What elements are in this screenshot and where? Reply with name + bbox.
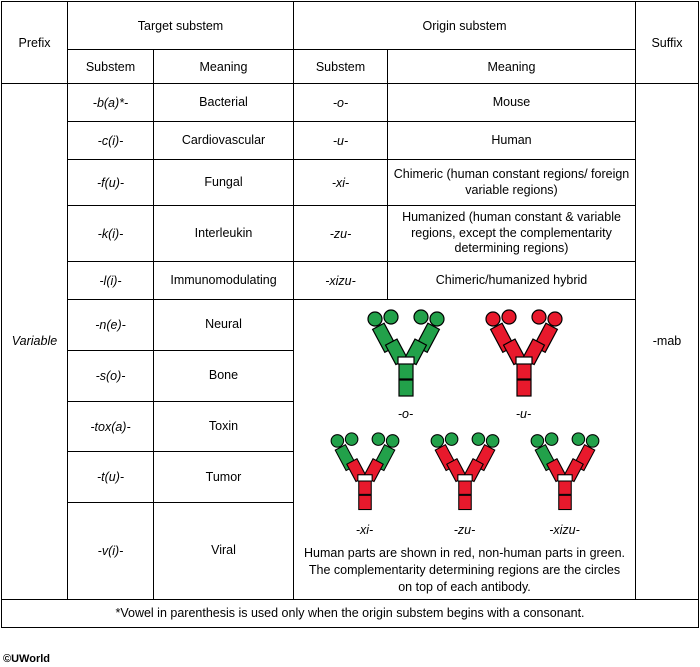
origin-meaning-2: Chimeric (human constant regions/ foreign variable regions) [388,160,636,206]
target-stem-2: -f(u)- [68,160,154,206]
target-meaning-4: Immunomodulating [154,262,294,300]
target-meaning-2: Fungal [154,160,294,206]
target-stem-4: -l(i)- [68,262,154,300]
table-row [2,160,699,206]
antibody-o [360,307,452,421]
antibody-glyph-xi [324,427,406,519]
target-meaning-0: Bacterial [154,84,294,122]
header-origin-substem: Origin substem [294,2,636,50]
table-subheader-row [2,50,699,84]
header-origin-meaning: Meaning [388,50,636,84]
footnote-row [2,599,699,627]
target-meaning-7: Toxin [154,401,294,452]
target-stem-9: -v(i)- [68,503,154,599]
header-target-substem: Target substem [68,2,294,50]
footnote-text: *Vowel in parenthesis is used only when the origin substem begins with a consonant. [2,599,699,627]
target-meaning-1: Cardiovascular [154,122,294,160]
origin-meaning-1: Human [388,122,636,160]
origin-stem-0: -o- [294,84,388,122]
antibody-glyph-zu [424,427,506,519]
antibody-u [478,307,570,421]
antibody-diagram [298,307,631,596]
header-origin-stem: Substem [294,50,388,84]
target-stem-8: -t(u)- [68,452,154,503]
antibody-glyph-o [360,307,452,403]
target-stem-3: -k(i)- [68,206,154,262]
table-row [2,84,699,122]
antibody-diagram-cell [294,300,636,600]
figure-caption: Human parts are shown in red, non-human parts in green. The complementarity determining regions are the circles on top of each antibody. [304,546,626,594]
antibody-glyph-u [478,307,570,403]
antibody-nomenclature-table [1,1,699,628]
antibody-zu [424,427,506,537]
origin-meaning-3: Humanized (human constant & variable regions, except the complementarity determining regions) [388,206,636,262]
suffix-value: -mab [636,84,699,600]
antibody-label-zu: -zu- [453,523,476,537]
origin-meaning-4: Chimeric/humanized hybrid [388,262,636,300]
target-stem-6: -s(o)- [68,350,154,401]
antibody-label-o: -o- [397,407,414,421]
table-row [2,206,699,262]
target-meaning-3: Interleukin [154,206,294,262]
target-stem-0: -b(a)*- [68,84,154,122]
antibody-label-xizu: -xizu- [549,523,580,537]
table-header-row [2,2,699,50]
copyright-label: ©UWorld [3,653,51,665]
antibody-label-xi: -xi- [355,523,374,537]
antibody-row-1 [298,307,631,421]
origin-stem-1: -u- [294,122,388,160]
target-stem-7: -tox(a)- [68,401,154,452]
origin-stem-3: -zu- [294,206,388,262]
prefix-value: Variable [2,84,68,600]
header-prefix: Prefix [2,2,68,84]
origin-stem-4: -xizu- [294,262,388,300]
header-suffix: Suffix [636,2,699,84]
table-row [2,262,699,300]
header-target-meaning: Meaning [154,50,294,84]
origin-stem-2: -xi- [294,160,388,206]
target-meaning-6: Bone [154,350,294,401]
target-stem-5: -n(e)- [68,300,154,351]
header-target-stem: Substem [68,50,154,84]
target-meaning-9: Viral [154,503,294,599]
origin-meaning-0: Mouse [388,84,636,122]
antibody-xizu [524,427,606,537]
antibody-xi [324,427,406,537]
antibody-glyph-xizu [524,427,606,519]
antibody-label-u: -u- [515,407,532,421]
target-meaning-8: Tumor [154,452,294,503]
target-meaning-5: Neural [154,300,294,351]
target-stem-1: -c(i)- [68,122,154,160]
table-row [2,122,699,160]
antibody-row-2 [298,427,631,537]
figure-root [0,1,700,667]
table-row [2,300,699,351]
